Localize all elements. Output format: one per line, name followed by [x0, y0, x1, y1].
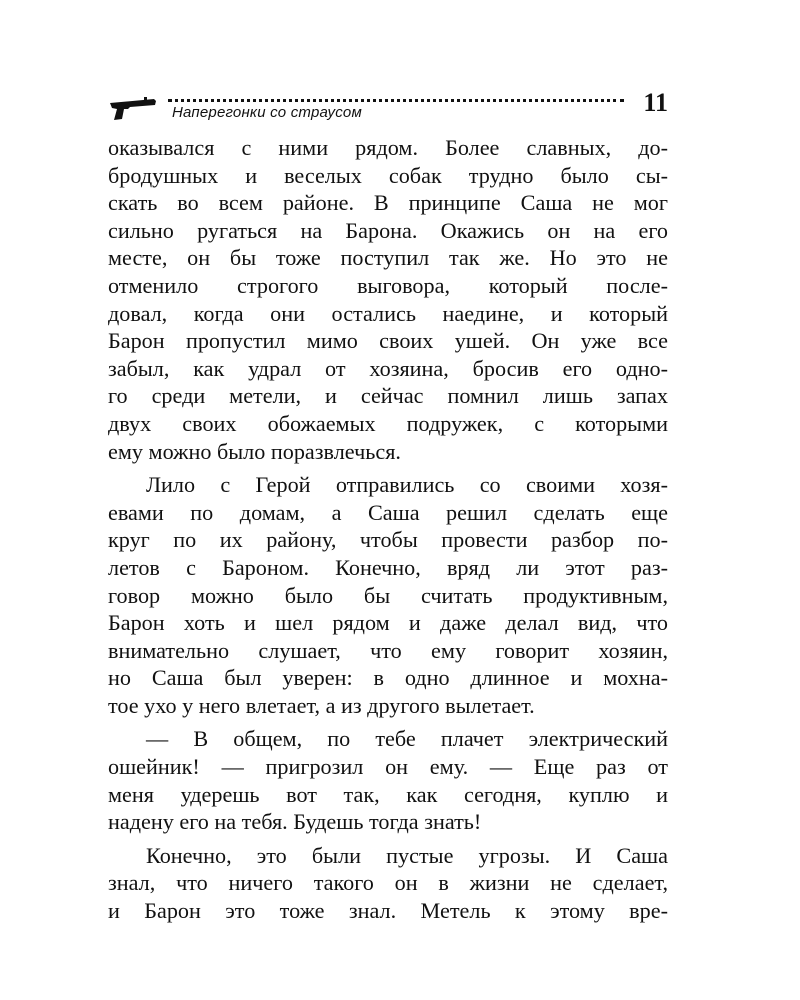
text-line: круг по их району, чтобы провести разбор по- — [108, 527, 668, 553]
paragraph — [108, 134, 668, 465]
text-line: — В общем, по тебе плачет электрический — [146, 726, 668, 752]
text-line: летов с Бароном. Конечно, вряд ли этот раз- — [108, 554, 668, 580]
text-line: меня удерешь вот так, как сегодня, куплю и — [108, 781, 668, 807]
text-line: оказывался с ними рядом. Более славных, до- — [108, 135, 668, 160]
text-line: бродушных и веселых собак трудно было сы- — [108, 162, 668, 188]
text-line: го среди метели, и сейчас помнил лишь запах — [108, 383, 668, 409]
pistol-icon — [108, 95, 158, 121]
book-page — [108, 88, 668, 931]
paragraph — [108, 725, 668, 835]
text-line: ошейник! — пригрозил он ему. — Еще раз от — [108, 754, 668, 780]
text-line: Конечно, это были пустые угрозы. И Саша — [146, 842, 668, 868]
text-line: сильно ругаться на Барона. Окажись он на его — [108, 217, 668, 243]
page-number: 11 — [643, 88, 668, 117]
text-line: довал, когда они остались наедине, и который — [108, 300, 668, 326]
text-line: тое ухо у него влетает, а из другого вылетает. — [108, 692, 535, 718]
text-line: евами по домам, а Саша решил сделать еще — [108, 499, 668, 525]
text-line: отменило строгого выговора, который после- — [108, 272, 668, 298]
text-line: Барон пропустил мимо своих ушей. Он уже все — [108, 328, 668, 354]
text-line: двух своих обожаемых подружек, с которыми — [108, 410, 668, 436]
text-line: Лило с Герой отправились со своими хозя- — [146, 472, 668, 498]
text-line: знал, что ничего такого он в жизни не сделает, — [108, 870, 668, 896]
text-line: и Барон это тоже знал. Метель к этому вре- — [108, 898, 668, 924]
header-dotted-rule — [168, 99, 624, 102]
paragraph — [108, 842, 668, 925]
body-text — [108, 134, 668, 925]
text-line: Барон хоть и шел рядом и даже делал вид, что — [108, 610, 668, 636]
paragraph — [108, 471, 668, 719]
text-line: месте, он бы тоже поступил так же. Но это не — [108, 245, 668, 271]
text-line: надену его на тебя. Будешь тогда знать! — [108, 809, 482, 835]
text-line: внимательно слушает, что ему говорит хозяин, — [108, 637, 668, 663]
running-title: Наперегонки со страусом — [172, 104, 362, 121]
text-line: забыл, как удрал от хозяина, бросив его одно- — [108, 355, 668, 381]
text-line: говор можно было бы считать продуктивным, — [108, 582, 668, 608]
text-line: но Саша был уверен: в одно длинное и мохна- — [108, 665, 668, 691]
text-line: ему можно было поразвлечься. — [108, 438, 401, 464]
text-line: скать во всем районе. В принципе Саша не мог — [108, 190, 668, 216]
page-header — [108, 88, 668, 128]
